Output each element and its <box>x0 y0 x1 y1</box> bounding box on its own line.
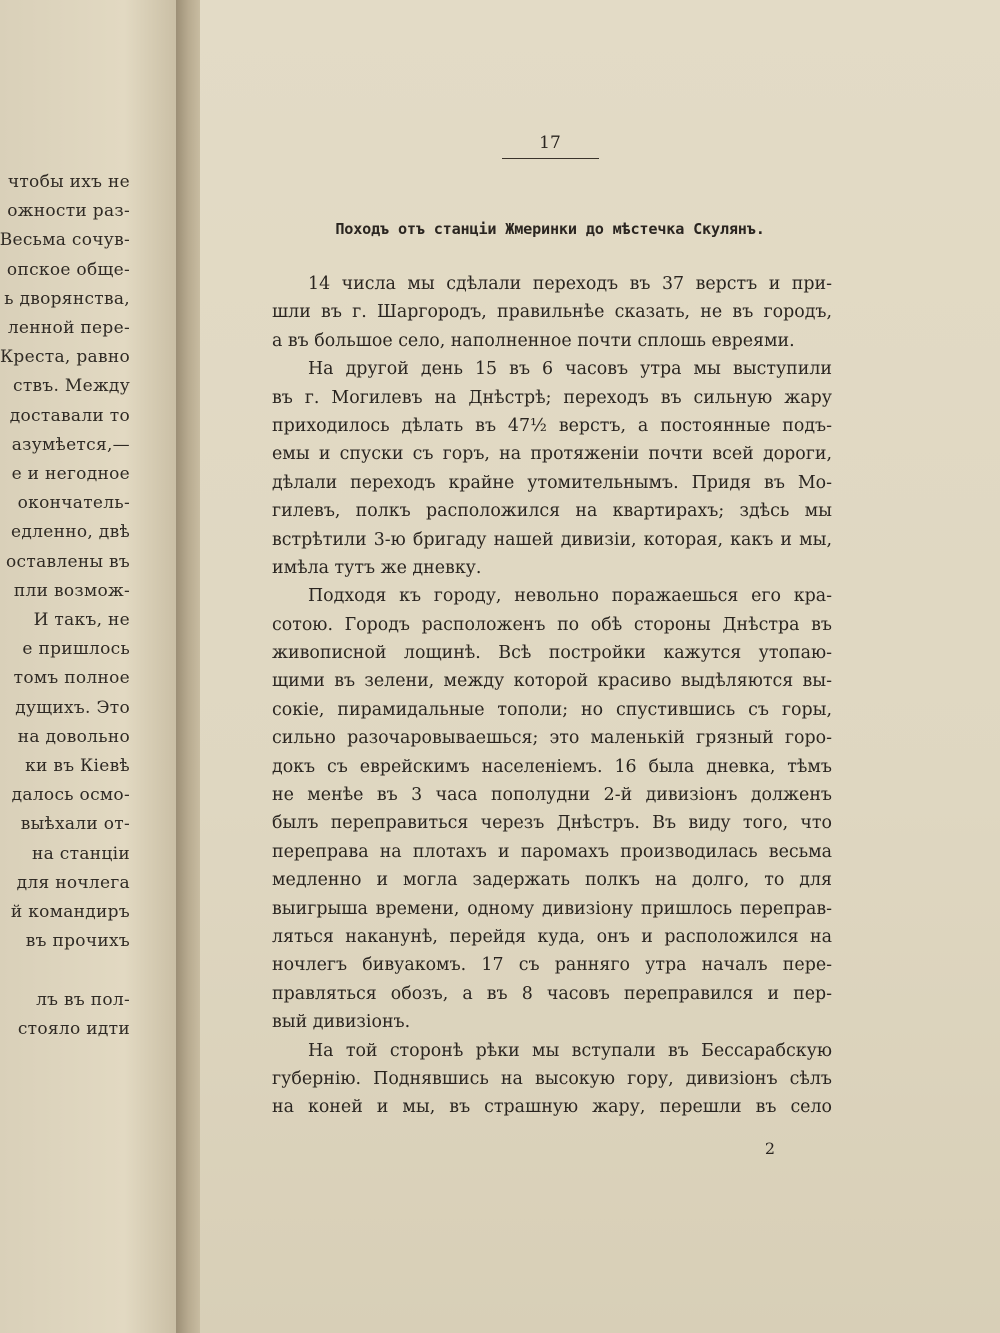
left-page-line: ки въ Кіевѣ <box>25 756 130 776</box>
text-line: медленно и могла задержать полкъ на долго, то для <box>272 870 832 891</box>
text-line: дѣлали переходъ крайне утомительнымъ. Придя въ Мо- <box>272 472 832 493</box>
left-page-line: окончатель- <box>17 493 130 514</box>
text-line: живописной лощинѣ. Всѣ постройки кажутся утопаю- <box>272 643 832 664</box>
left-page-line: въ прочихъ <box>25 931 130 952</box>
left-page-line: лъ въ пол- <box>36 989 130 1010</box>
left-page-line: далось осмо- <box>11 785 130 806</box>
left-page-line: доставали то <box>9 405 130 426</box>
left-page-line: оставлены въ <box>6 551 130 572</box>
text-line: емы и спуски съ горъ, на протяженіи почти всей дороги, <box>272 444 832 465</box>
text-line: въ г. Могилевъ на Днѣстрѣ; переходъ въ сильную жару <box>272 387 832 408</box>
left-page-line: едленно, двѣ <box>11 522 130 543</box>
text-line: докъ съ еврейскимъ населеніемъ. 16 была дневка, тѣмъ <box>272 756 832 777</box>
text-line: губернію. Поднявшись на высокую гору, дивизіонъ сѣлъ <box>272 1068 832 1089</box>
left-page <box>0 0 178 1333</box>
text-line: имѣла тутъ же дневку. <box>272 557 482 578</box>
left-page-line: томъ полное <box>13 668 130 689</box>
left-page-line: азумѣется,— <box>11 434 130 455</box>
text-line: вый дивизіонъ. <box>272 1012 411 1033</box>
left-page-line: ь дворянства, <box>4 288 130 309</box>
left-page-line: ствъ. Между <box>13 376 130 397</box>
text-line: шли въ г. Шаргородъ, правильнѣе сказать, не въ городъ, <box>272 302 832 323</box>
text-line: сотою. Городъ расположенъ по обѣ стороны Днѣстра въ <box>272 614 832 635</box>
left-page-line: й командиръ <box>10 902 130 922</box>
text-line: правляться обозъ, а въ 8 часовъ переправился и пер- <box>272 983 832 1004</box>
left-page-line: выѣхали от- <box>20 814 130 835</box>
left-page-line: ожности раз- <box>7 201 130 222</box>
text-line: переправа на плотахъ и паромахъ производилась весьма <box>272 841 832 862</box>
left-page-line: пли возмож- <box>13 580 130 601</box>
left-page-line: на станціи <box>32 843 130 864</box>
signature-mark: 2 <box>764 1139 776 1158</box>
text-line: На той сторонѣ рѣки мы вступали въ Бессарабскую <box>308 1040 832 1061</box>
text-line: сильно разочаровываешься; это маленькій грязный горо- <box>272 728 832 749</box>
left-page-line: чтобы ихъ не <box>7 172 130 192</box>
text-line: Подходя къ городу, невольно поражаешься его кра- <box>308 586 832 607</box>
body-text <box>272 270 832 1122</box>
chapter-heading: Походъ отъ станціи Жмеринки до мѣстечка Скулянъ. <box>335 220 765 238</box>
left-page-line: е пришлось <box>22 639 130 660</box>
left-page-line: Креста, равно <box>0 347 130 368</box>
left-page-line: для ночлега <box>16 872 130 893</box>
text-line: не менѣе въ 3 часа пополудни 2-й дивизіонъ долженъ <box>272 785 832 806</box>
page-number-rule <box>502 158 599 159</box>
left-page-line: И такъ, не <box>33 610 130 630</box>
text-line: выигрыша времени, одному дивизіону пришлось переправ- <box>272 898 832 919</box>
page-number: 17 <box>539 133 561 153</box>
text-line: былъ переправиться черезъ Днѣстръ. Въ виду того, что <box>272 813 832 834</box>
text-line: приходилось дѣлать въ 47½ верстъ, а постоянные подъ- <box>272 415 832 436</box>
text-line: встрѣтили 3-ю бригаду нашей дивизіи, которая, какъ и мы, <box>272 529 832 550</box>
left-page-line: дущихъ. Это <box>15 697 130 718</box>
text-line: На другой день 15 въ 6 часовъ утра мы выступили <box>308 359 832 380</box>
text-line: сокіе, пирамидальные тополи; но спустившись съ горы, <box>272 699 832 720</box>
text-line: на коней и мы, въ страшную жару, перешли въ село <box>272 1097 832 1118</box>
left-page-line: ленной пере- <box>7 318 130 338</box>
left-page-line: опское обще- <box>6 259 130 280</box>
text-line: а въ большое село, наполненное почти сплошь евреями. <box>272 330 795 351</box>
text-line: ляться наканунѣ, перейдя куда, онъ и расположился на <box>272 926 832 947</box>
left-page-line: на довольно <box>17 726 130 747</box>
text-line: щими въ зелени, между которой красиво выдѣляются вы- <box>272 671 832 692</box>
left-page-line: стояло идти <box>17 1018 130 1039</box>
text-line: 14 числа мы сдѣлали переходъ въ 37 верстъ и при- <box>308 274 832 294</box>
text-line: ночлегъ бивуакомъ. 17 съ ранняго утра началъ пере- <box>272 955 832 976</box>
left-page-line: Весьма сочув- <box>0 230 130 251</box>
text-line: гилевъ, полкъ расположился на квартирахъ; здѣсь мы <box>272 501 832 522</box>
left-page-line: е и негодное <box>11 464 130 484</box>
